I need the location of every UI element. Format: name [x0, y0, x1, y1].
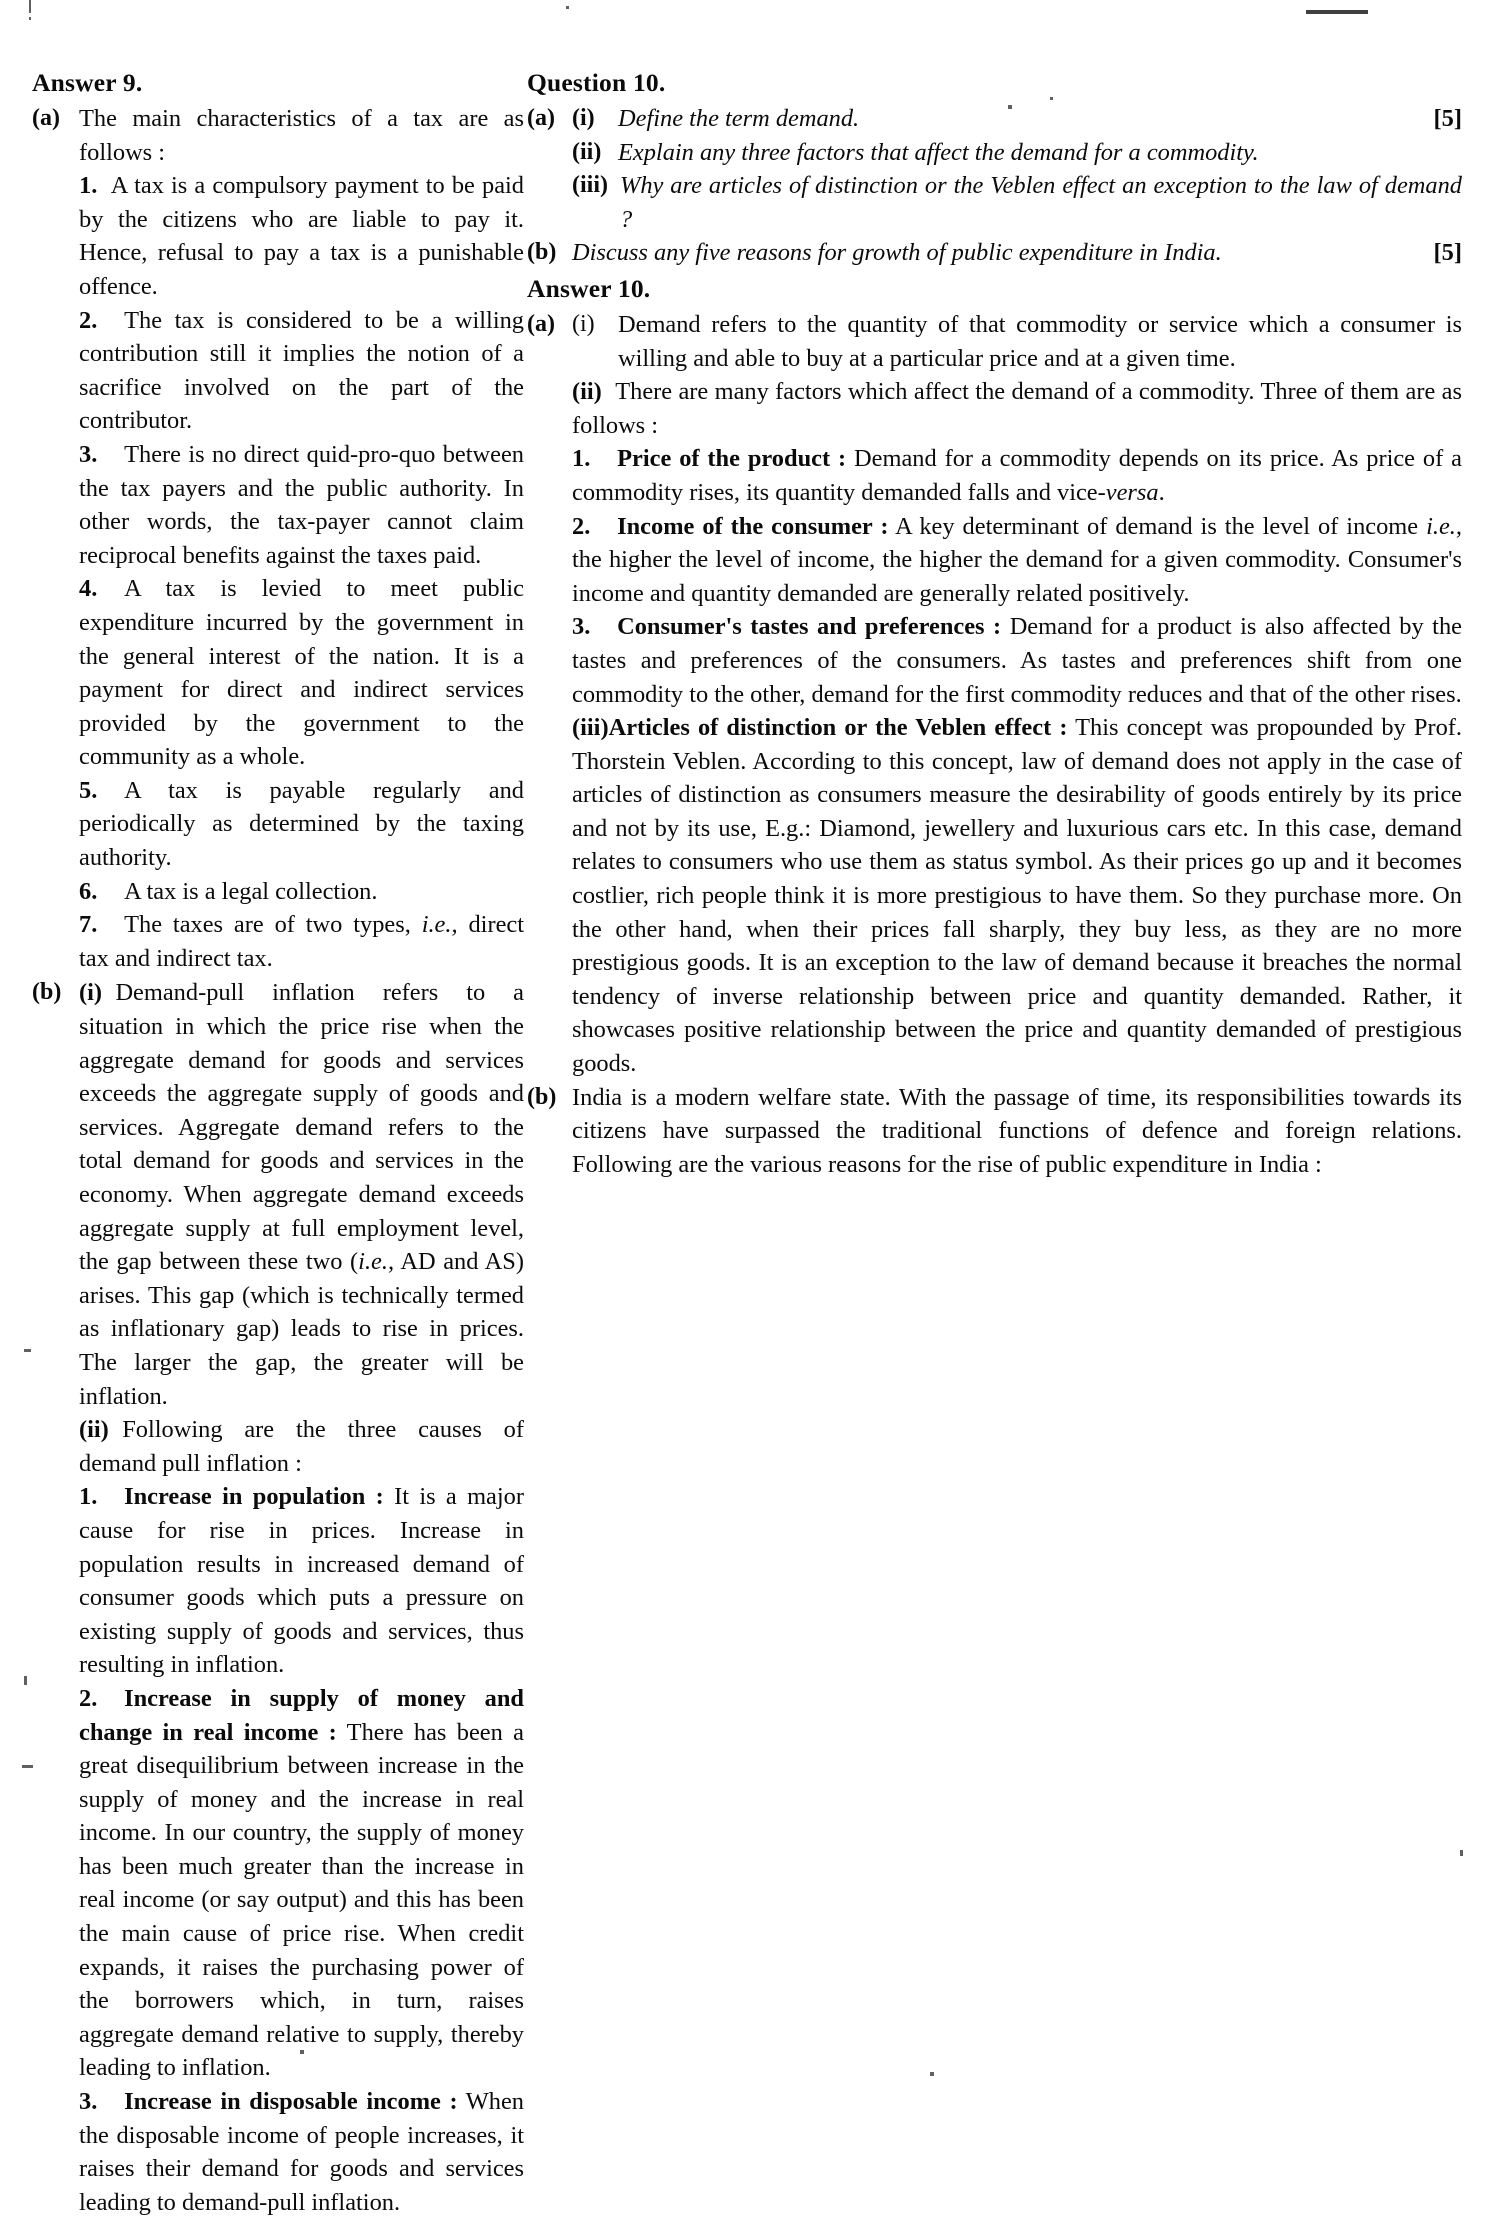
answer-9b-point-3: 3. Increase in disposable income : When the disposable income of people increases, it raises their demand for goods and services leading to demand-pull inflation.: [79, 2088, 524, 2216]
answer-9a-point-5-text: A tax is payable regularly and periodically as determined by the taxing authority.: [79, 776, 524, 872]
answer-9a-point-2-text: The tax is considered to be a willing contribution still it implies the notion of a sacrifice involved on the part of the contributor.: [79, 306, 524, 435]
answer-9b-block: [32, 976, 524, 1413]
answer-9a-point-1: 1. A tax is a compulsory payment to be paid by the citizens who are liable to pay it. Hence, refusal to pay a tax is a punishable offence.: [79, 172, 524, 300]
question-10a-ii-text: Explain any three factors that affect the demand for a commodity.: [618, 138, 1259, 166]
answer-9b-point-2-bold: Increase in supply of money and change in real income :: [79, 1684, 524, 1746]
answer-10a-i-marker: (i): [572, 310, 595, 337]
answer-10a-block: [527, 308, 1462, 375]
answer-9a-point-5: 5. A tax is payable regularly and periodically as determined by the taxing authority.: [79, 776, 524, 872]
question-10b-label: (b): [527, 239, 557, 266]
question-10a-label: (a): [527, 105, 555, 131]
answer-9a-intro: The main characteristics of a tax are as follows :: [79, 105, 524, 166]
question-10a-ii-marker: (ii): [572, 138, 602, 165]
answer-9b-point-2-text: There has been a great disequilibrium between increase in the supply of money and the increase in real income. In our country, the supply of money has been much greater than the increase in real income (or say output) and this has been the main cause of price rise. When credit expands, it raises the purchasing power of the borrowers which, in turn, raises aggregate demand relative to supply, thereby leading to inflation.: [79, 1718, 524, 2082]
answer-9a-point-6-text: A tax is a legal collection.: [124, 877, 378, 905]
answer-9b-point-3-text: When the disposable income of people increases, it raises their demand for goods and services leading to demand-pull inflation.: [79, 2088, 524, 2216]
right-column: [527, 66, 1462, 1181]
answer-10a-iii: (iii)Articles of distinction or the Veblen effect : This concept was propounded by Prof. Thorstein Veblen. According to this concept, law of demand does not apply in the case of articles of distinction as consumers measure the desirability of goods entirely by its price and not by its use, E.g.: Diamond, jewellery and luxurious cars etc. In this case, demand relates to consumers who use them as status symbol. As their prices go up and it becomes costlier, rich people think it is more prestigious to have them. So they purchase more. On the other hand, when their prices fall sharply, they buy less, as they are no more prestigious goods. It is an exception to the law of demand because it breaches the normal tendency of inverse relationship between price and quantity demanded. Rather, it showcases positive relationship between the price and quantity demanded of prestigious goods.: [572, 714, 1462, 1078]
answer-10b-text: India is a modern welfare state. With the passage of time, its responsibilities towards its citizens have surpassed the traditional functions of defence and foreign relations. Following are the various reasons for the rise of public expenditure in India :: [572, 1083, 1462, 1178]
question-10-heading: Question 10.: [527, 68, 666, 97]
answer-9a-point-4: 4. A tax is levied to meet public expenditure incurred by the government in the general interest of the nation. It is a payment for direct and indirect services provided by the government to the community as a whole.: [79, 575, 524, 771]
question-10a-iii-block: [527, 169, 1462, 236]
answer-9b-label: (b): [32, 979, 62, 1006]
answer-9a-label: (a): [32, 105, 60, 131]
answer-10a-i-text: Demand refers to the quantity of that commodity or service which a consumer is willing and able to buy at a particular price and at a given time.: [618, 310, 1462, 372]
answer-9a-block: [32, 102, 524, 169]
answer-10a-factor-3-text: Demand for a product is also affected by the tastes and preferences of the consumers. As tastes and preferences shift from one commodity to the other, demand for the first commodity reduces and that of the other rises.: [572, 613, 1462, 708]
answer-9b-point-3-bold: Increase in disposable income :: [124, 2088, 458, 2116]
question-10b-text: [572, 236, 1462, 270]
answer-9-heading: Answer 9.: [32, 68, 143, 97]
answer-10-heading: Answer 10.: [527, 273, 651, 303]
answer-10b-label: (b): [527, 1083, 557, 1110]
answer-9b-sub-ii: (ii) Following are the three causes of demand pull inflation :: [79, 1416, 524, 1477]
answer-9a-point-3: 3. There is no direct quid-pro-quo between the tax payers and the public authority. In other words, the tax-payer cannot claim reciprocal benefits against the taxes paid.: [79, 440, 524, 569]
answer-9a-point-2: 2. The tax is considered to be a willing contribution still it implies the notion of a sacrifice involved on the part of the contributor.: [79, 306, 524, 435]
left-column: [32, 66, 524, 2219]
answer-10a-factor-1: 1. Price of the product : Demand for a commodity depends on its price. As price of a commodity rises, its quantity demanded falls and vice-versa.: [572, 445, 1462, 506]
answer-10b-block: [527, 1081, 1462, 1182]
answer-10a-label: (a): [527, 310, 555, 337]
question-10a-iii-marker: (iii): [572, 172, 608, 199]
question-10b-label-text: Discuss any five reasons for growth of public expenditure in India.: [572, 239, 1222, 267]
answer-9a-point-6: 6. A tax is a legal collection.: [79, 877, 378, 905]
answer-10a-iii-bold: Articles of distinction or the Veblen effect :: [608, 714, 1068, 742]
answer-9b-point-1-text: It is a major cause for rise in prices. Increase in population results in increased demand of consumer goods which puts a pressure on existing supply of goods and services, thus resulting in inflation.: [79, 1483, 524, 1679]
answer-10a-ii: (ii) There are many factors which affect the demand of a commodity. Three of them are as follows :: [572, 378, 1462, 439]
question-10a-i-label: Define the term demand.: [618, 105, 860, 132]
answer-10a-iii-text: This concept was propounded by Prof. Thorstein Veblen. According to this concept, law of demand does not apply in the case of articles of distinction as consumers measure the desirability of goods entirely by its price and not by its use, E.g.: Diamond, jewellery and luxurious cars etc. In this case, demand relates to consumers who use them as status symbol. As their prices go up and it becomes costlier, rich people think it is more prestigious to have them. So they purchase more. On the other hand, when their prices fall sharply, they buy less, as they are no more prestigious goods. It is an exception to the law of demand because it breaches the normal tendency of inverse relationship between price and quantity demanded. Rather, it showcases positive relationship between the price and quantity demanded of prestigious goods.: [572, 714, 1462, 1078]
answer-10a-factor-3-bold: Consumer's tastes and preferences :: [617, 613, 1002, 641]
answer-9a-point-1-text: A tax is a compulsory payment to be paid by the citizens who are liable to pay it. Hence, refusal to pay a tax is a punishable offence.: [79, 172, 524, 300]
answer-9b-point-2: 2. Increase in supply of money and change in real income : There has been a great disequilibrium between increase in the supply of money and the increase in real income. In our country, the supply of money has been much greater than the increase in real income (or say output) and this has been the main cause of price rise. When credit expands, it raises the purchasing power of the borrowers which, in turn, raises aggregate demand relative to supply, thereby leading to inflation.: [79, 1684, 524, 2082]
answer-10a-factor-1-bold: Price of the product :: [617, 445, 847, 473]
question-10a-block: [527, 102, 1462, 136]
question-10a-i-marks: [5]: [1433, 105, 1462, 132]
question-10b-marks: [5]: [1433, 239, 1462, 267]
answer-10a-factor-3: 3. Consumer's tastes and preferences : Demand for a product is also affected by the tastes and preferences of the consumers. As tastes and preferences shift from one commodity to the other, demand for the first commodity reduces and that of the other rises.: [572, 613, 1462, 708]
answer-9b-sub-i: (i) Demand-pull inflation refers to a situation in which the price rise when the aggregate demand for goods and services exceeds the aggregate supply of goods and services. Aggregate demand refers to the total demand for goods and services in the economy. When aggregate demand exceeds aggregate supply at full employment level, the gap between these two (i.e., AD and AS) arises. This gap (which is technically termed as inflationary gap) leads to rise in prices. The larger the gap, the greater will be inflation.: [79, 979, 524, 1410]
answer-10a-factor-2: 2. Income of the consumer : A key determinant of demand is the level of income i.e., the higher the level of income, the higher the demand for a given commodity. Consumer's income and quantity demanded are generally related positively.: [572, 512, 1462, 607]
answer-9b-point-1: 1. Increase in population : It is a major cause for rise in prices. Increase in population results in increased demand of consumer goods which puts a pressure on existing supply of goods and services, thus resulting in inflation.: [79, 1483, 524, 1679]
question-10a-iii-text: Why are articles of distinction or the Veblen effect an exception to the law of demand ?: [620, 172, 1462, 233]
question-10a-ii-block: [527, 136, 1462, 170]
answer-10a-ii-text: There are many factors which affect the demand of a commodity. Three of them are as follows :: [572, 378, 1462, 439]
question-10a-i-marker: (i): [572, 105, 595, 131]
answer-9a-point-7: 7. The taxes are of two types, i.e., direct tax and indirect tax.: [79, 911, 524, 972]
answer-9a-point-4-text: A tax is levied to meet public expenditure incurred by the government in the general interest of the nation. It is a payment for direct and indirect services provided by the government to the community as a whole.: [79, 575, 524, 771]
answer-9a-point-3-text: There is no direct quid-pro-quo between the tax payers and the public authority. In other words, the tax-payer cannot claim reciprocal benefits against the taxes paid.: [79, 440, 524, 569]
question-10b-block: [527, 236, 1462, 270]
question-10a-i-text: [618, 102, 1462, 136]
answer-10a-factor-2-bold: Income of the consumer :: [617, 512, 889, 540]
answer-9b-point-1-bold: Increase in population :: [124, 1483, 384, 1511]
